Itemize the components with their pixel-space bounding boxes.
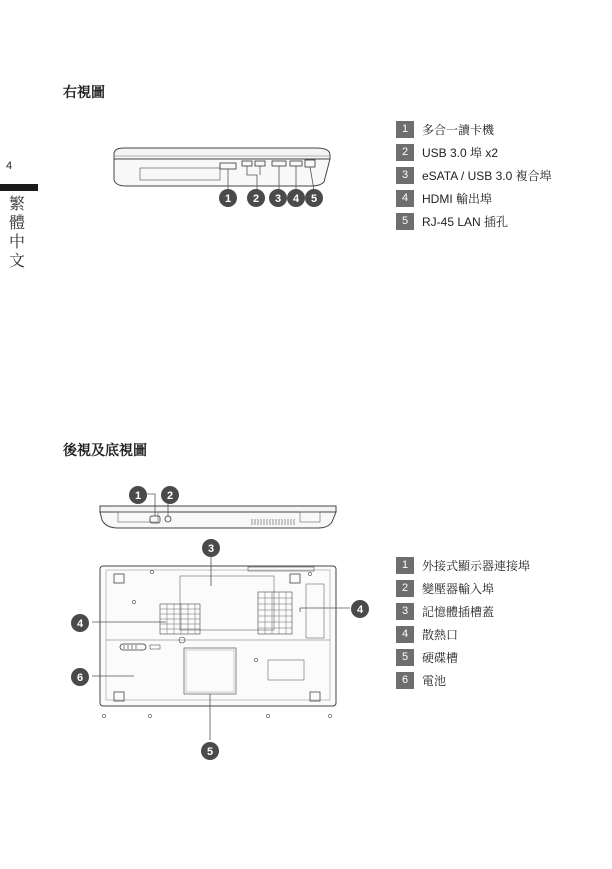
- svg-text:5: 5: [310, 193, 318, 205]
- legend-number: 5: [396, 649, 414, 666]
- svg-text:3: 3: [207, 543, 215, 555]
- rear-bottom-view-title: 後視及底視圖: [63, 443, 147, 459]
- legend-item: [396, 166, 552, 184]
- bottom-view-callout-4-left: [70, 613, 90, 633]
- legend-number: 1: [396, 557, 414, 574]
- svg-text:1: 1: [134, 490, 142, 502]
- legend-item: [396, 625, 530, 643]
- rear-bottom-legend: [396, 556, 530, 694]
- bottom-view-callout-6: [70, 667, 90, 687]
- language-label: 繁體中文: [9, 194, 26, 270]
- legend-number: 5: [396, 213, 414, 230]
- right-view-callout-3: [268, 188, 288, 208]
- bottom-view-callout-3: [201, 538, 221, 558]
- svg-text:2: 2: [166, 490, 174, 502]
- legend-label: HDMI 輸出埠: [422, 191, 492, 206]
- legend-label: 外接式顯示器連接埠: [422, 558, 531, 573]
- legend-label: USB 3.0 埠 x2: [422, 145, 499, 160]
- legend-item: [396, 579, 530, 597]
- page-number: 4: [6, 160, 13, 172]
- legend-number: 2: [396, 580, 414, 597]
- legend-label: RJ-45 LAN 插孔: [422, 214, 509, 229]
- legend-label: 電池: [422, 673, 447, 688]
- legend-item: [396, 671, 530, 689]
- legend-label: 多合一讀卡機: [422, 122, 495, 137]
- legend-item: [396, 648, 530, 666]
- svg-text:3: 3: [274, 193, 282, 205]
- right-view-callout-5: [304, 188, 324, 208]
- tab-marker-bar: [0, 184, 38, 191]
- legend-number: 4: [396, 626, 414, 643]
- legend-item: [396, 556, 530, 574]
- legend-label: 變壓器輸入埠: [422, 581, 495, 596]
- legend-label: 散熱口: [422, 627, 459, 642]
- legend-number: 3: [396, 603, 414, 620]
- legend-item: [396, 189, 552, 207]
- right-view-callout-1: [218, 188, 238, 208]
- svg-text:5: 5: [206, 746, 214, 758]
- legend-label: 硬碟槽: [422, 650, 459, 665]
- rear-view-callout-1: [128, 485, 148, 505]
- bottom-view-callout-4-right: [350, 599, 370, 619]
- svg-text:6: 6: [76, 672, 84, 684]
- legend-item: [396, 212, 552, 230]
- legend-number: 3: [396, 167, 414, 184]
- legend-label: eSATA / USB 3.0 複合埠: [422, 168, 552, 183]
- legend-item: [396, 120, 552, 138]
- rear-view-callout-2: [160, 485, 180, 505]
- legend-item: [396, 602, 530, 620]
- svg-text:4: 4: [292, 193, 300, 205]
- legend-item: [396, 143, 552, 161]
- svg-text:1: 1: [224, 193, 232, 205]
- legend-number: 2: [396, 144, 414, 161]
- svg-text:4: 4: [76, 618, 84, 630]
- right-view-legend: [396, 120, 552, 235]
- right-view-title: 右視圖: [63, 85, 105, 101]
- right-view-callout-2: [246, 188, 266, 208]
- legend-label: 記憶體插槽蓋: [422, 604, 495, 619]
- legend-number: 6: [396, 672, 414, 689]
- right-view-callout-4: [286, 188, 306, 208]
- bottom-view-callout-5: [200, 741, 220, 761]
- svg-text:2: 2: [252, 193, 260, 205]
- legend-number: 4: [396, 190, 414, 207]
- svg-text:4: 4: [356, 604, 364, 616]
- legend-number: 1: [396, 121, 414, 138]
